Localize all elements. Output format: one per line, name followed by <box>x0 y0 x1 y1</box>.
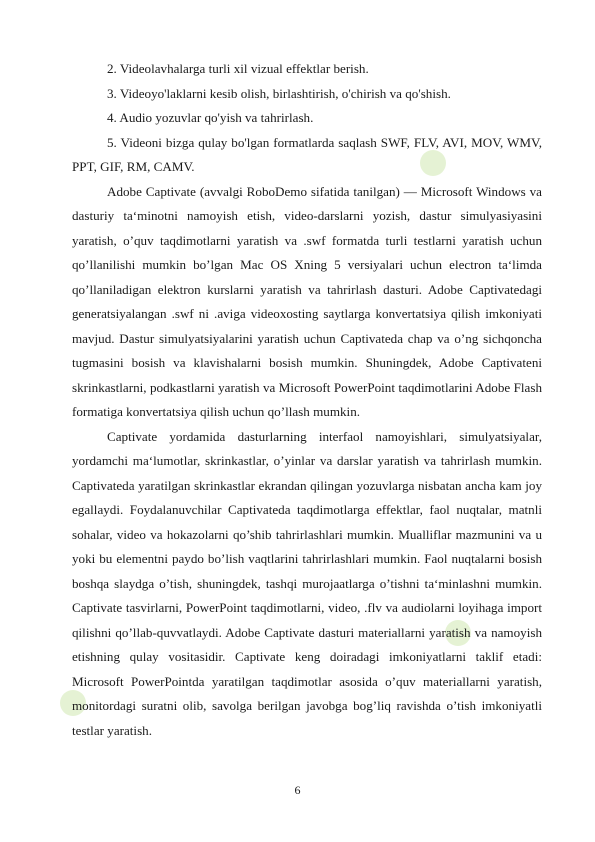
document-body <box>72 57 542 743</box>
list-item: 2. Videolavhalarga turli xil vizual effektlar berish. <box>107 61 369 76</box>
paragraph: Captivate yordamida dasturlarning interfaol namoyishlari, simulyatsiyalar, yordamchi ma‘lumotlar, skrinkastlar, o’yinlar va darslar yaratish va tahrirlash mumkin. Captivateda yaratilgan skrinkastlar ekrandan qilingan yozuvlarga nisbatan ancha kam joy egallaydi. Foydalanuvchilar Captivateda taqdimotlarga effektlar, faol nuqtalar, matnli sohalar, video va hokazolarni qo’shib tahrirlashlari mumkin. Mualliflar mazmunini va u yoki bu elementni paydo bo’lish vaqtlarini tahrirlashlari mumkin. Faol nuqtalarni bosish boshqa slaydga o’tish, shuningdek, tashqi murojaatlarga o’tishni ta‘minlashni mumkin. Captivate tasvirlarni, PowerPoint taqdimotlarni, video, .flv va audiolarni loyihaga import qilishni qo’llab-quvvatlaydi. Adobe Captivate dasturi materiallarni yaratish va namoyish etishning qulay vositasidir. Captivate keng doiradagi imkoniyatlarni taklif etadi: Microsoft PowerPointda yaratilgan taqdimotlar asosida o’quv materiallarni yaratish, monitordagi suratni olib, savolga berilgan javobga bog’liq ravishda o’tish imkoniyatli testlar yaratish. <box>72 428 542 738</box>
paragraph: Adobe Captivate (avvalgi RoboDemo sifatida tanilgan) — Microsoft Windows va dasturiy ta‘minotni namoyish etish, video-darslarni yozish, dastur simulyasiyasini yaratish, o’quv taqdimotlarni yaratish va .swf formatda turli testlarni yaratish uchun qo’llanilishi mumkin bo’lgan Mac OS Xning 5 versiyalari uchun electron ta‘limda qo’llaniladigan elektron kurslarni yaratish va tahrirlash dasturi. Adobe Captivatedagi generatsiyalangan .swf ni .aviga videoxosting saytlarga konvertatsiya qilish imkoniyati mavjud. Dastur simulyatsiyalarini yaratish uchun Captivateda chap va o’ng sichqoncha tugmasini bosish va klavishalarni bosish mumkin. Shuningdek, Adobe Captivateni skrinkastlarni, podkastlarni yaratish va Microsoft PowerPoint taqdimotlarini Adobe Flash formatiga konvertatsiya qilish uchun qo’llash mumkin. <box>72 183 542 419</box>
list-item: 5. Videoni bizga qulay bo'lgan formatlarda saqlash SWF, FLV, AVI, MOV, WMV, PPT, GIF, RM, CAMV. <box>72 134 542 174</box>
list-item: 4. Audio yozuvlar qo'yish va tahrirlash. <box>107 110 314 125</box>
page-number: 6 <box>294 783 301 797</box>
list-item: 3. Videoyo'laklarni kesib olish, birlashtirish, o'chirish va qo'shish. <box>107 85 451 101</box>
